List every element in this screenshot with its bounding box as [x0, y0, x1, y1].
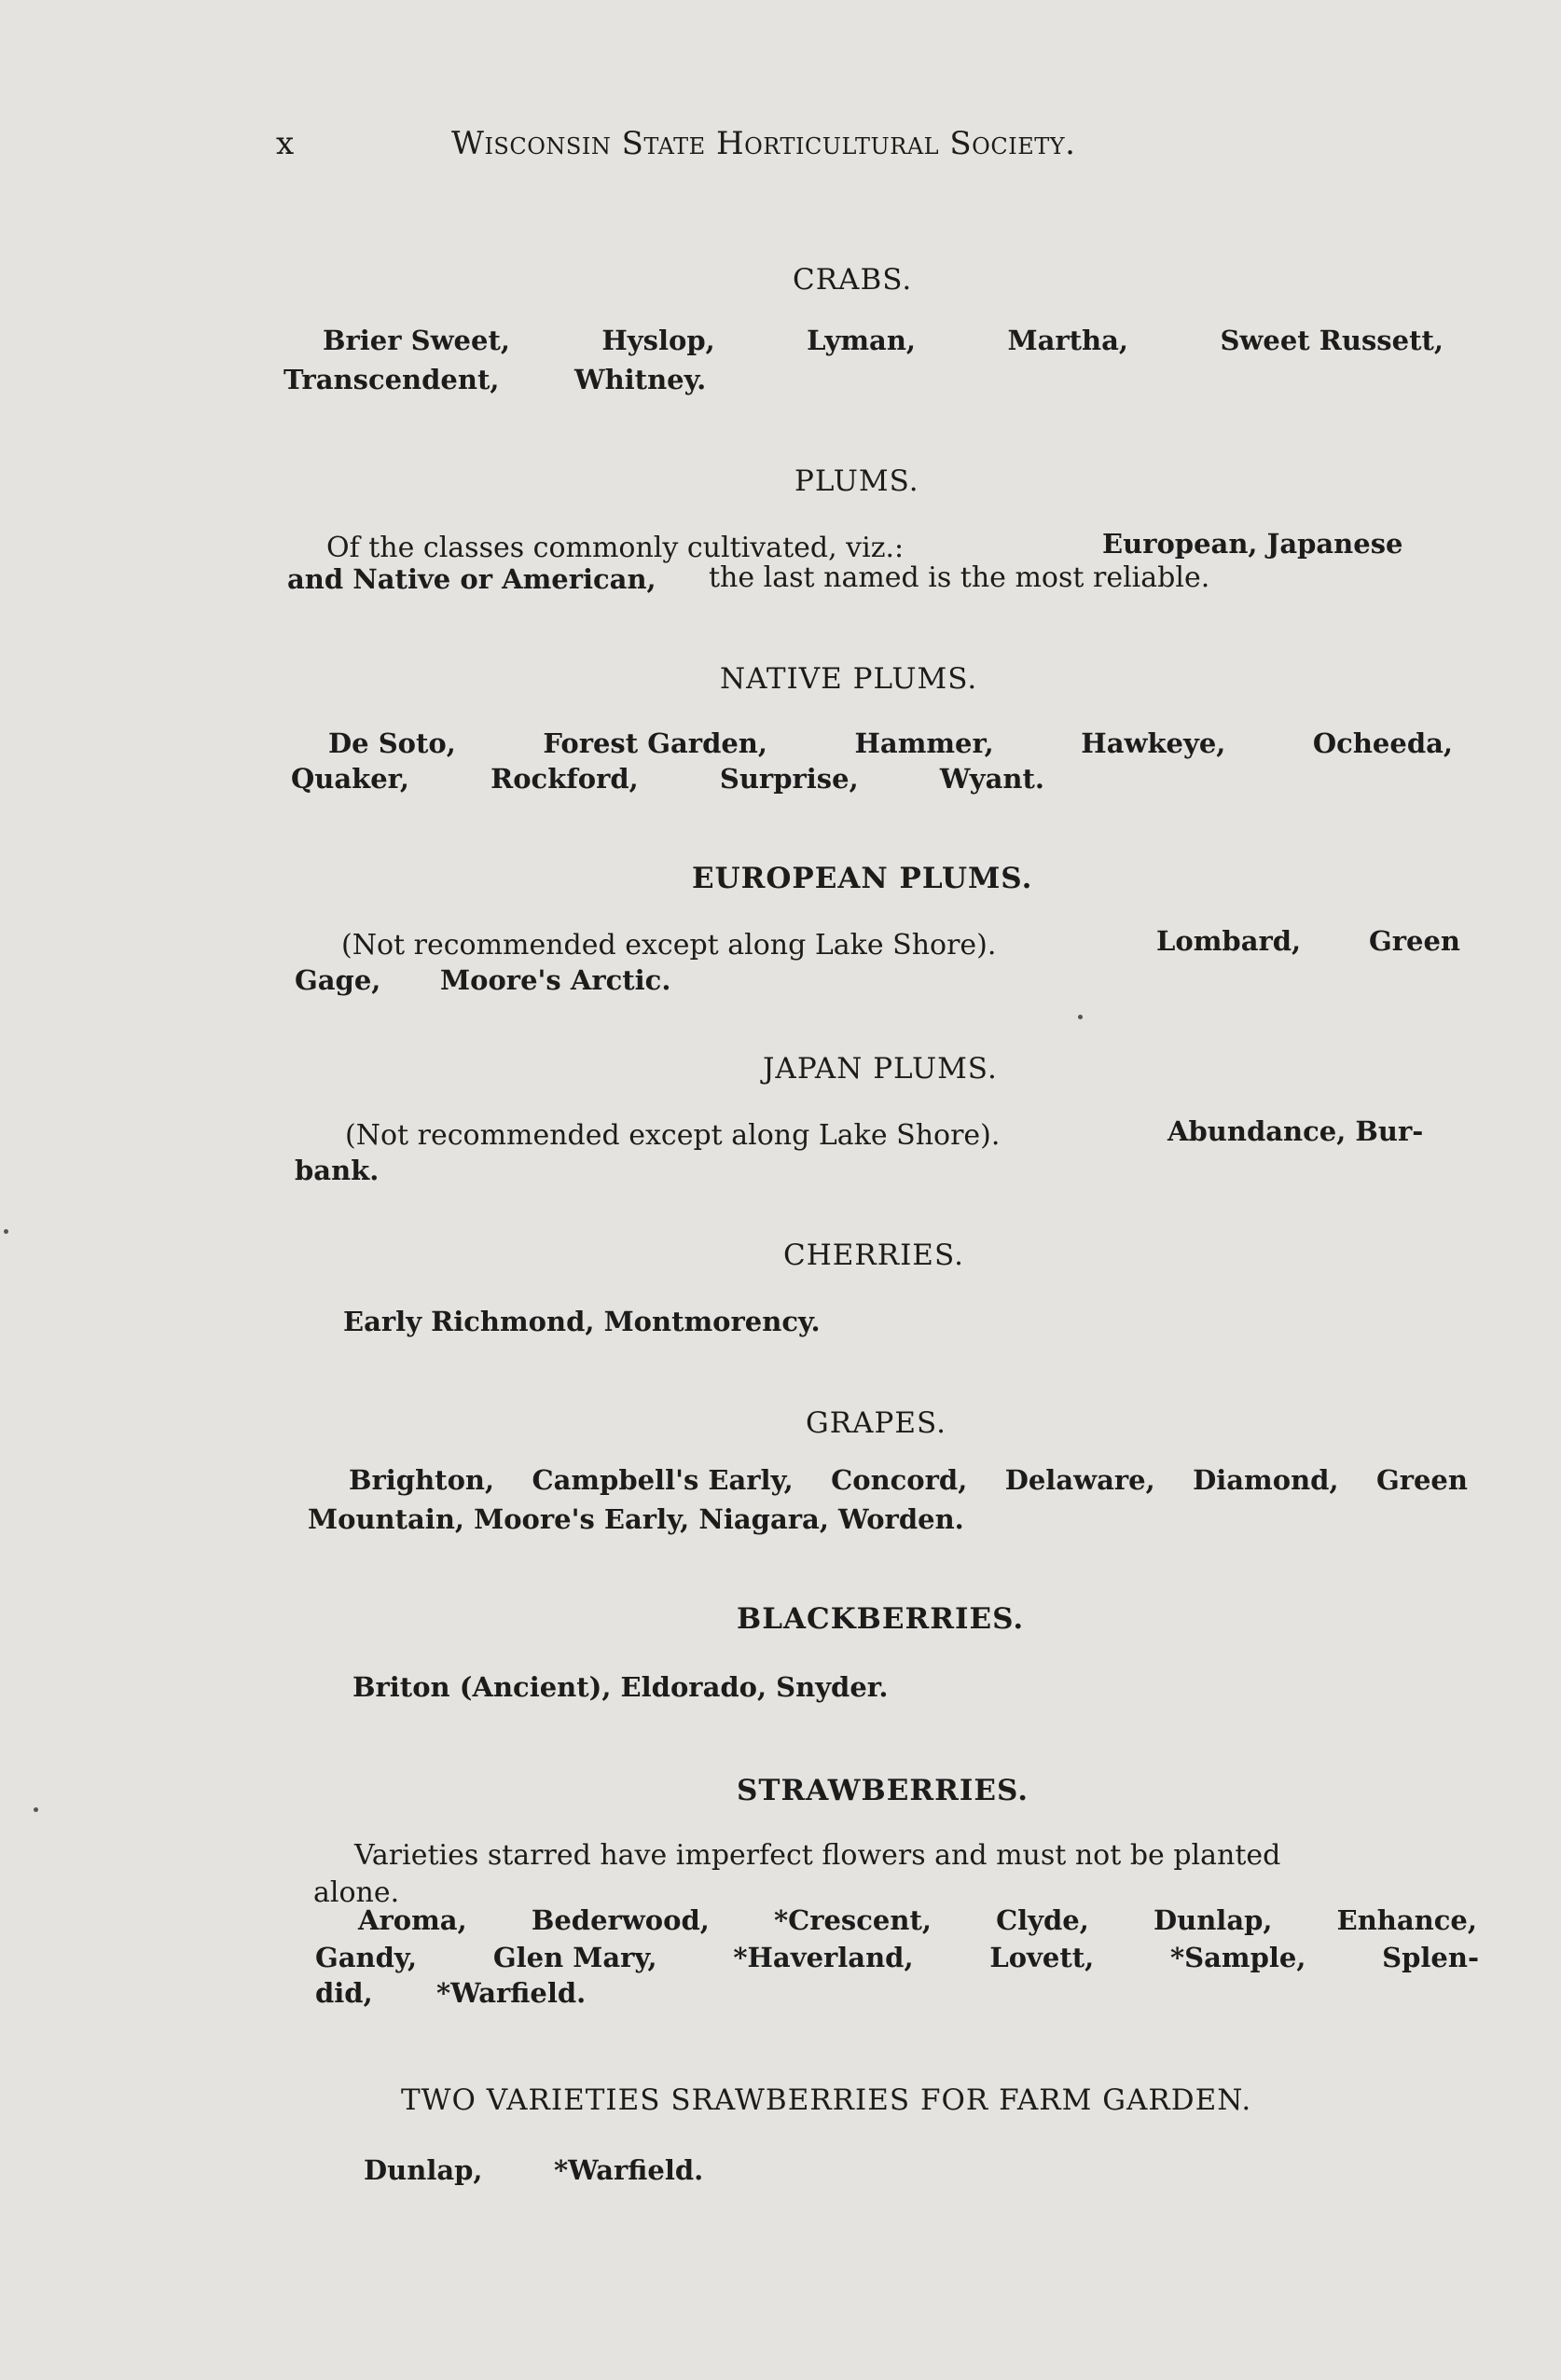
variety: Concord,: [831, 1464, 968, 1496]
grapes-heading: GRAPES.: [806, 1406, 946, 1440]
farm-garden-line-1b: *Warfield.: [554, 2154, 704, 2186]
variety: Forest Garden,: [543, 727, 767, 759]
variety: *Haverland,: [733, 1942, 914, 1973]
variety: Brighton,: [349, 1464, 495, 1496]
blackberries-heading: BLACKBERRIES.: [737, 1602, 1025, 1636]
variety: De Soto,: [328, 727, 456, 759]
crabs-line-2a: Transcendent,: [283, 364, 500, 395]
variety: Enhance,: [1336, 1904, 1477, 1936]
running-title: Wisconsin State Horticultural Society.: [451, 125, 1076, 162]
variety: Clyde,: [996, 1904, 1089, 1936]
variety: Hawkeye,: [1081, 727, 1226, 759]
native-plums-heading: NATIVE PLUMS.: [720, 662, 978, 696]
variety: Lombard,: [1156, 925, 1302, 957]
scan-speck: [1078, 1015, 1083, 1019]
crabs-line-2b: Whitney.: [574, 364, 707, 395]
european-plums-note: (Not recommended except along Lake Shore).: [341, 929, 997, 962]
plums-line-2-bold: and Native or American,: [287, 563, 656, 595]
strawberries-heading: STRAWBERRIES.: [737, 1774, 1029, 1807]
european-plums-line-1-bold: [1156, 925, 1460, 957]
strawberries-intro-2: alone.: [313, 1876, 400, 1909]
japan-plums-line-2: bank.: [295, 1155, 380, 1186]
variety: Aroma,: [358, 1904, 467, 1936]
european-plums-heading: EUROPEAN PLUMS.: [692, 862, 1033, 895]
strawberries-line-2: [315, 1942, 1479, 1973]
european-plums-line-2b: Moore's Arctic.: [440, 964, 671, 996]
blackberries-line-1: Briton (Ancient), Eldorado, Snyder.: [352, 1671, 889, 1703]
japan-plums-heading: JAPAN PLUMS.: [763, 1052, 998, 1086]
japan-plums-note: (Not recommended except along Lake Shore).: [345, 1119, 1001, 1152]
variety: Surprise,: [719, 763, 859, 795]
strawberries-intro-1: Varieties starred have imperfect flowers and must not be planted: [354, 1839, 1281, 1872]
variety: Lyman,: [807, 325, 917, 356]
variety: Lovett,: [989, 1942, 1095, 1973]
native-plums-line-1: [328, 727, 1453, 759]
grapes-line-1: [349, 1464, 1468, 1496]
plums-line-1-bold: European, Japanese: [1102, 528, 1403, 560]
variety: Hammer,: [854, 727, 994, 759]
farm-garden-heading: TWO VARIETIES SRAWBERRIES FOR FARM GARDEN.: [401, 2083, 1252, 2117]
grapes-line-2: Mountain, Moore's Early, Niagara, Worden.: [308, 1503, 964, 1535]
variety: Glen Mary,: [492, 1942, 657, 1973]
variety: Dunlap,: [1153, 1904, 1273, 1936]
native-plums-line-2: [291, 763, 1044, 795]
variety: Gandy,: [315, 1942, 418, 1973]
variety: Splen-: [1382, 1942, 1479, 1973]
variety: Campbell's Early,: [532, 1464, 794, 1496]
variety: Green: [1375, 1464, 1468, 1496]
cherries-heading: CHERRIES.: [783, 1238, 964, 1272]
plums-line-2-rest: the last named is the most reliable.: [709, 561, 1210, 594]
variety: Delaware,: [1004, 1464, 1155, 1496]
variety: Martha,: [1007, 325, 1129, 356]
cherries-line-1: Early Richmond, Montmorency.: [343, 1306, 821, 1337]
variety: Hyslop,: [601, 325, 715, 356]
strawberries-line-3b: *Warfield.: [436, 1977, 587, 2009]
variety: Brier Sweet,: [323, 325, 510, 356]
variety: Green: [1368, 925, 1460, 957]
scan-speck: [4, 1229, 8, 1234]
scan-speck: [34, 1807, 38, 1812]
variety: Rockford,: [490, 763, 639, 795]
crabs-heading: CRABS.: [793, 263, 913, 297]
plums-heading: PLUMS.: [794, 464, 919, 498]
european-plums-line-2a: Gage,: [295, 964, 381, 996]
page-number: x: [276, 125, 295, 162]
variety: *Crescent,: [773, 1904, 932, 1936]
variety: Quaker,: [291, 763, 409, 795]
japan-plums-line-1-bold: Abundance, Bur-: [1167, 1115, 1424, 1147]
variety: *Sample,: [1169, 1942, 1306, 1973]
plums-line-1-lead: Of the classes commonly cultivated, viz.:: [326, 532, 905, 564]
variety: Sweet Russett,: [1220, 325, 1444, 356]
strawberries-line-3a: did,: [315, 1977, 373, 2009]
strawberries-line-1: [358, 1904, 1477, 1936]
crabs-line-1: [323, 325, 1444, 356]
variety: Bederwood,: [531, 1904, 710, 1936]
variety: Wyant.: [939, 763, 1044, 795]
variety: Diamond,: [1193, 1464, 1339, 1496]
farm-garden-line-1a: Dunlap,: [364, 2154, 483, 2186]
variety: Ocheeda,: [1312, 727, 1453, 759]
